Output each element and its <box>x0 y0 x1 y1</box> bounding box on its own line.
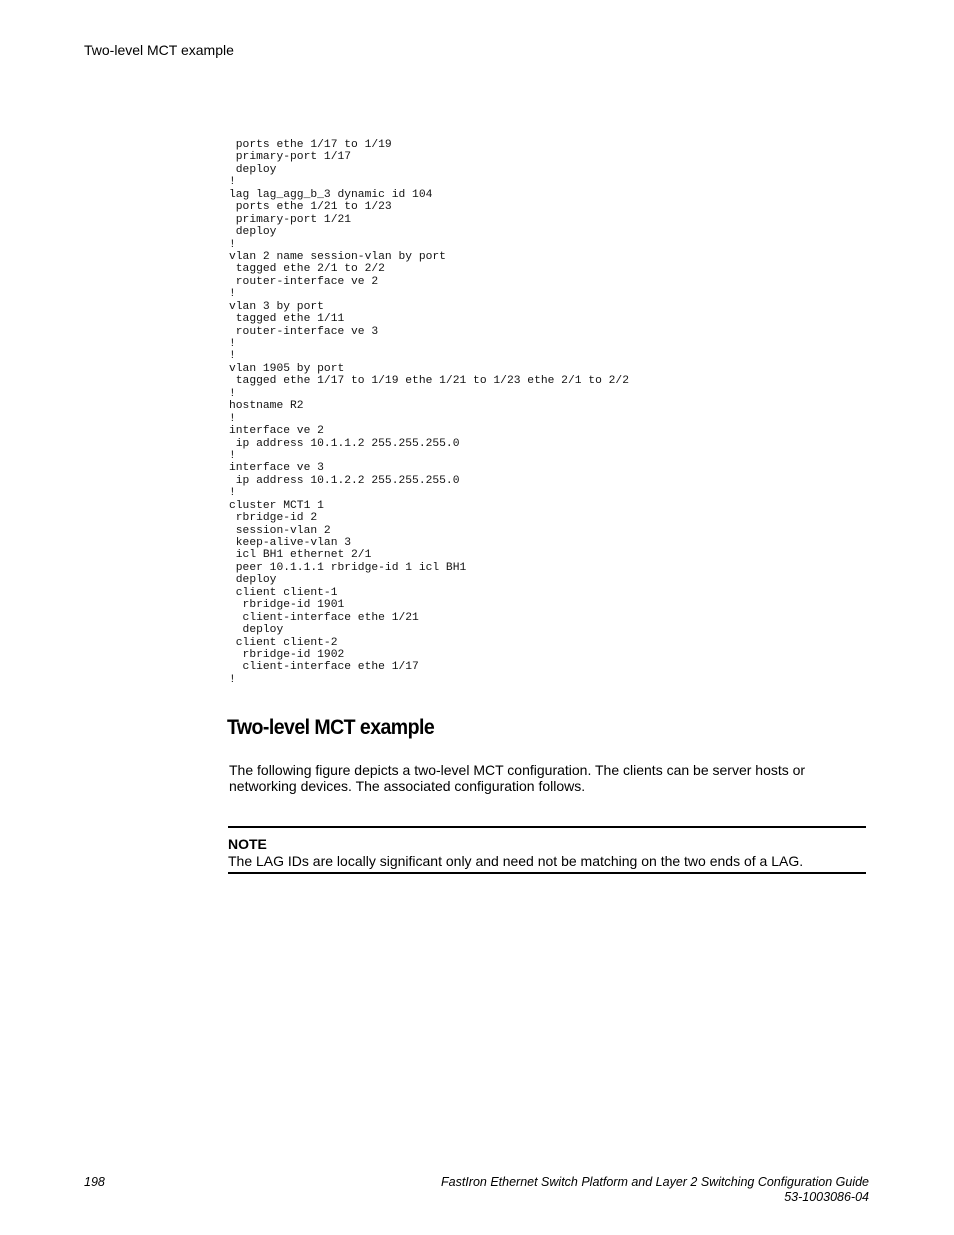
code-line: tagged ethe 2/1 to 2/2 <box>229 263 385 276</box>
code-line: ! <box>229 449 236 462</box>
code-line: keep-alive-vlan 3 <box>229 537 352 549</box>
code-line: deploy <box>229 574 277 587</box>
code-line: icl BH1 ethernet 2/1 <box>229 549 372 562</box>
code-line: peer 10.1.1.1 rbridge-id 1 icl BH1 <box>229 561 467 574</box>
section-paragraph: The following figure depicts a two-level MCT configuration. The clients can be server hosts or networking devices. The associated configuration follows. <box>229 762 806 794</box>
footer-doc-number: 53-1003086-04 <box>784 1190 869 1204</box>
code-line: client-interface ethe 1/17 <box>229 661 419 674</box>
code-line: rbridge-id 2 <box>229 512 318 525</box>
footer-doc-info <box>441 1175 869 1205</box>
code-line: client client-2 <box>229 636 338 649</box>
code-line: deploy <box>229 624 284 637</box>
code-line: hostname R2 <box>229 400 304 413</box>
code-line: ! <box>229 176 236 189</box>
code-line: ports ethe 1/21 to 1/23 <box>229 201 392 214</box>
code-line: vlan 3 by port <box>229 300 324 313</box>
code-line: client-interface ethe 1/21 <box>229 611 419 624</box>
code-line: lag lag_agg_b_3 dynamic id 104 <box>229 188 433 201</box>
note-heading: NOTE <box>228 836 267 852</box>
code-line: ! <box>229 673 236 686</box>
code-line: ! <box>229 387 236 400</box>
config-code-block <box>229 139 629 686</box>
footer-doc-title: FastIron Ethernet Switch Platform and Layer 2 Switching Configuration Guide <box>441 1175 869 1189</box>
code-line: ! <box>229 350 236 363</box>
page-number: 198 <box>84 1175 105 1189</box>
note-box <box>228 826 866 874</box>
code-line: tagged ethe 1/17 to 1/19 ethe 1/21 to 1/23 ethe 2/1 to 2/2 <box>229 375 629 388</box>
code-line: ip address 10.1.1.2 255.255.255.0 <box>229 437 460 450</box>
code-line: ! <box>229 238 236 251</box>
note-text: The LAG IDs are locally significant only and need not be matching on the two ends of a LAG. <box>228 853 804 869</box>
code-line: ! <box>229 487 236 500</box>
code-line: tagged ethe 1/11 <box>229 313 345 326</box>
code-line: cluster MCT1 1 <box>229 499 324 512</box>
code-line: router-interface ve 3 <box>229 325 379 338</box>
code-line: interface ve 3 <box>229 462 324 475</box>
code-line: ports ethe 1/17 to 1/19 <box>229 139 392 151</box>
code-line: ! <box>229 412 236 425</box>
code-line: client client-1 <box>229 586 338 599</box>
code-line: primary-port 1/17 <box>229 151 352 164</box>
section-title: Two-level MCT example <box>227 716 435 739</box>
code-line: ! <box>229 288 236 301</box>
code-line: vlan 1905 by port <box>229 362 345 375</box>
running-header: Two-level MCT example <box>84 42 234 58</box>
code-line: primary-port 1/21 <box>229 213 352 226</box>
code-line: ! <box>229 338 236 350</box>
code-line: session-vlan 2 <box>229 524 331 537</box>
code-line: rbridge-id 1901 <box>229 599 345 612</box>
code-line: deploy <box>229 163 277 176</box>
code-line: ip address 10.1.2.2 255.255.255.0 <box>229 474 460 487</box>
code-line: rbridge-id 1902 <box>229 648 345 661</box>
code-line: vlan 2 name session-vlan by port <box>229 250 446 263</box>
code-line: deploy <box>229 226 277 239</box>
code-line: router-interface ve 2 <box>229 275 379 288</box>
code-line: interface ve 2 <box>229 425 324 438</box>
